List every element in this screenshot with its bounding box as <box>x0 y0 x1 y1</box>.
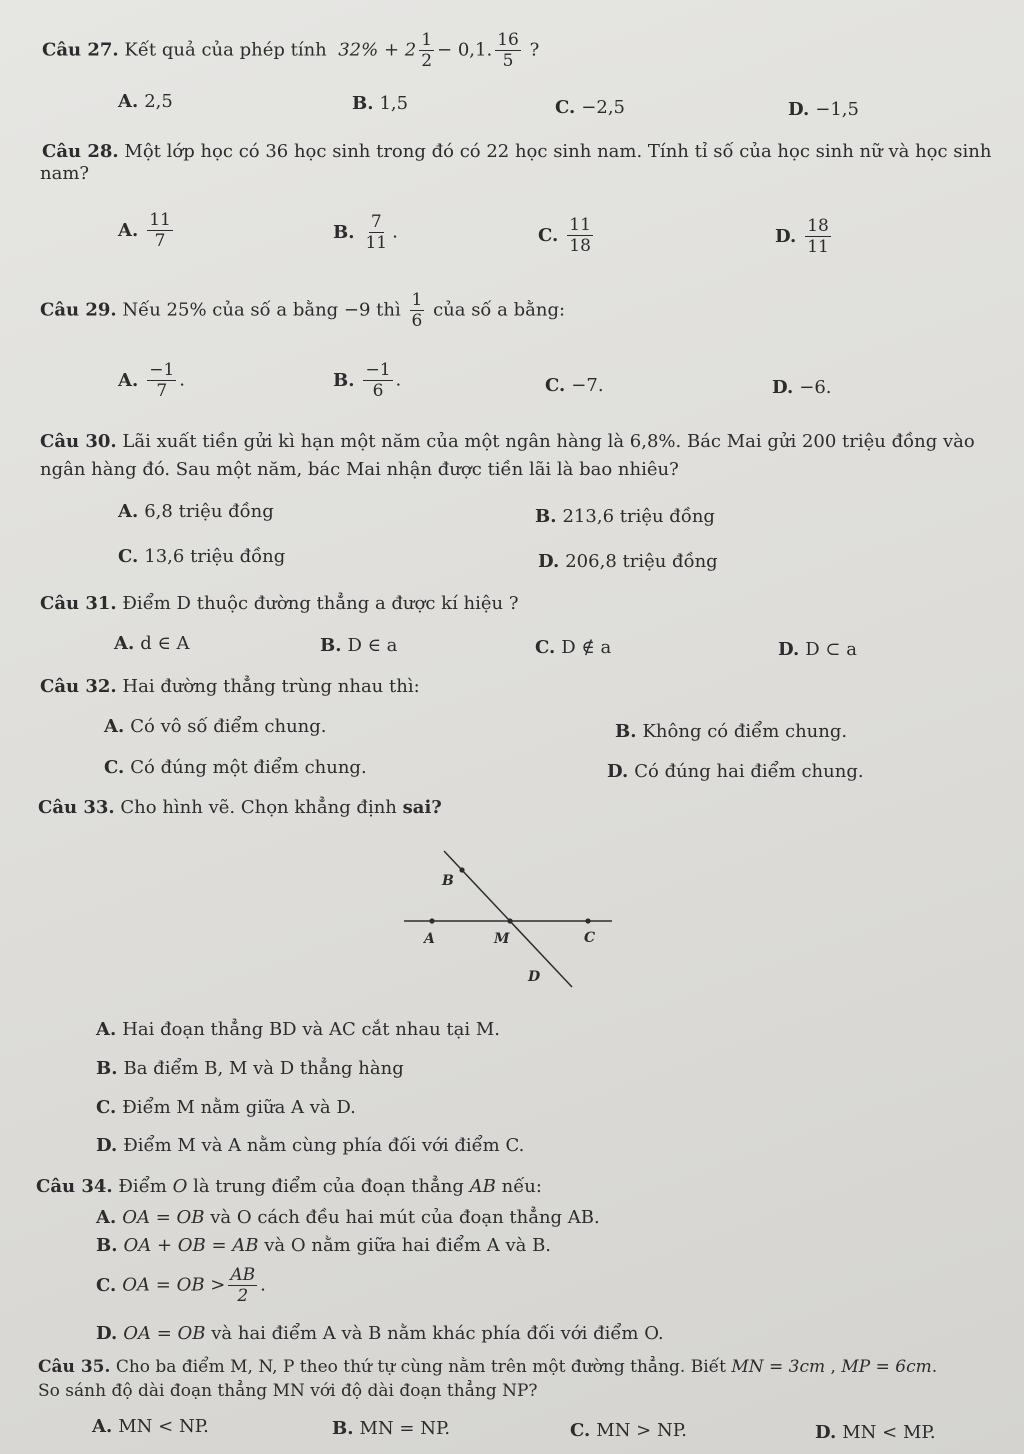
point-c <box>585 918 590 923</box>
q29-option-d[interactable]: D. −6. <box>772 377 832 398</box>
q35-option-b[interactable]: B. MN = NP. <box>332 1418 451 1439</box>
q34-option-d[interactable]: D. OA = OB và hai điểm A và B nằm khác phía đối với điểm O. <box>96 1323 664 1344</box>
q31-option-c[interactable]: C. D ∉ a <box>535 637 612 658</box>
q30-option-c[interactable]: C. 13,6 triệu đồng <box>118 546 286 567</box>
q28-stem: Câu 28. Một lớp học có 36 học sinh trong đó có 22 học sinh nam. Tính tỉ số của học sinh nữ và học sinh <box>42 141 992 162</box>
q32-option-a[interactable]: A. Có vô số điểm chung. <box>104 716 327 737</box>
q27-option-c[interactable]: C. −2,5 <box>555 97 625 118</box>
q31-stem: Câu 31. Điểm D thuộc đường thẳng a được kí hiệu ? <box>40 593 519 614</box>
q35-option-a[interactable]: A. MN < NP. <box>92 1416 209 1437</box>
q28-option-b[interactable]: B. $\frac{7}{11}$ . <box>333 212 398 253</box>
q28-stem-cont: nam? <box>40 163 90 184</box>
q27-option-a[interactable]: A. 2,5 <box>118 91 173 112</box>
q33-figure <box>400 845 620 995</box>
q34-option-b[interactable]: B. OA + OB = AB và O nằm giữa hai điểm A và B. <box>96 1235 552 1256</box>
q33-stem: Câu 33. Cho hình vẽ. Chọn khẳng định sai? <box>38 797 442 818</box>
q28-option-d[interactable]: D. $\frac{18}{11}$ <box>775 216 829 257</box>
q29-option-a[interactable]: A. $\frac{-1}{7}$ . <box>118 360 186 401</box>
q27-stem: Câu 27. Kết quả của phép tính 32% + 2 $\frac{1}{2}$ − 0,1. $\frac{16}{5}$ ? <box>42 30 540 71</box>
point-b <box>459 867 464 872</box>
q34-stem: Câu 34. Điểm O là trung điểm của đoạn thẳng AB nếu: <box>36 1176 542 1197</box>
q29-option-c[interactable]: C. −7. <box>545 375 604 396</box>
q32-option-b[interactable]: B. Không có điểm chung. <box>615 721 848 742</box>
q34-option-a[interactable]: A. OA = OB và O cách đều hai mút của đoạn thẳng AB. <box>96 1207 600 1228</box>
q30-stem-cont: ngân hàng đó. Sau một năm, bác Mai nhận được tiền lãi là bao nhiêu? <box>40 459 679 480</box>
q30-option-d[interactable]: D. 206,8 triệu đồng <box>538 551 718 572</box>
q35-stem-cont: So sánh độ dài đoạn thẳng MN với độ dài đoạn thẳng NP? <box>38 1381 538 1401</box>
q28-option-a[interactable]: A. $\frac{11}{7}$ <box>118 210 171 251</box>
q30-option-b[interactable]: B. 213,6 triệu đồng <box>535 506 715 527</box>
q30-stem: Câu 30. Lãi xuất tiền gửi kì hạn một năm của một ngân hàng là 6,8%. Bác Mai gửi 200 triệu đồng vào <box>40 431 975 452</box>
q30-option-a[interactable]: A. 6,8 triệu đồng <box>118 501 274 522</box>
q32-option-c[interactable]: C. Có đúng một điểm chung. <box>104 757 367 778</box>
q34-option-c[interactable]: C. OA = OB > $\frac{AB}{2}$ . <box>96 1265 266 1306</box>
q33-option-a[interactable]: A. Hai đoạn thẳng BD và AC cắt nhau tại M. <box>96 1019 501 1040</box>
label-b: B <box>442 873 454 889</box>
q28-option-c[interactable]: C. $\frac{11}{18}$ <box>538 215 591 256</box>
point-a <box>429 918 434 923</box>
label-m: M <box>494 931 510 947</box>
q32-option-d[interactable]: D. Có đúng hai điểm chung. <box>607 761 864 782</box>
q35-option-c[interactable]: C. MN > NP. <box>570 1420 687 1441</box>
q33-option-d[interactable]: D. Điểm M và A nằm cùng phía đối với điểm C. <box>96 1135 525 1156</box>
q35-option-d[interactable]: D. MN < MP. <box>815 1422 936 1443</box>
q27-option-d[interactable]: D. −1,5 <box>788 99 859 120</box>
q35-stem: Câu 35. Cho ba điểm M, N, P theo thứ tự cùng nằm trên một đường thẳng. Biết MN = 3cm , MP = 6cm. <box>38 1357 938 1377</box>
q32-stem: Câu 32. Hai đường thẳng trùng nhau thì: <box>40 676 420 697</box>
q31-option-a[interactable]: A. d ∈ A <box>114 633 190 654</box>
label-c: C <box>584 930 596 946</box>
q29-option-b[interactable]: B. $\frac{-1}{6}$ . <box>333 360 402 401</box>
q31-option-b[interactable]: B. D ∈ a <box>320 635 398 656</box>
point-m <box>507 918 512 923</box>
label-a: A <box>424 931 435 947</box>
q33-option-b[interactable]: B. Ba điểm B, M và D thẳng hàng <box>96 1058 404 1079</box>
q29-stem: Câu 29. Nếu 25% của số a bằng −9 thì $\frac{1}{6}$ của số a bằng: <box>40 290 566 331</box>
q31-option-d[interactable]: D. D ⊂ a <box>778 639 857 660</box>
label-d: D <box>528 969 541 985</box>
q27-option-b[interactable]: B. 1,5 <box>352 93 409 114</box>
q33-option-c[interactable]: C. Điểm M nằm giữa A và D. <box>96 1097 356 1118</box>
